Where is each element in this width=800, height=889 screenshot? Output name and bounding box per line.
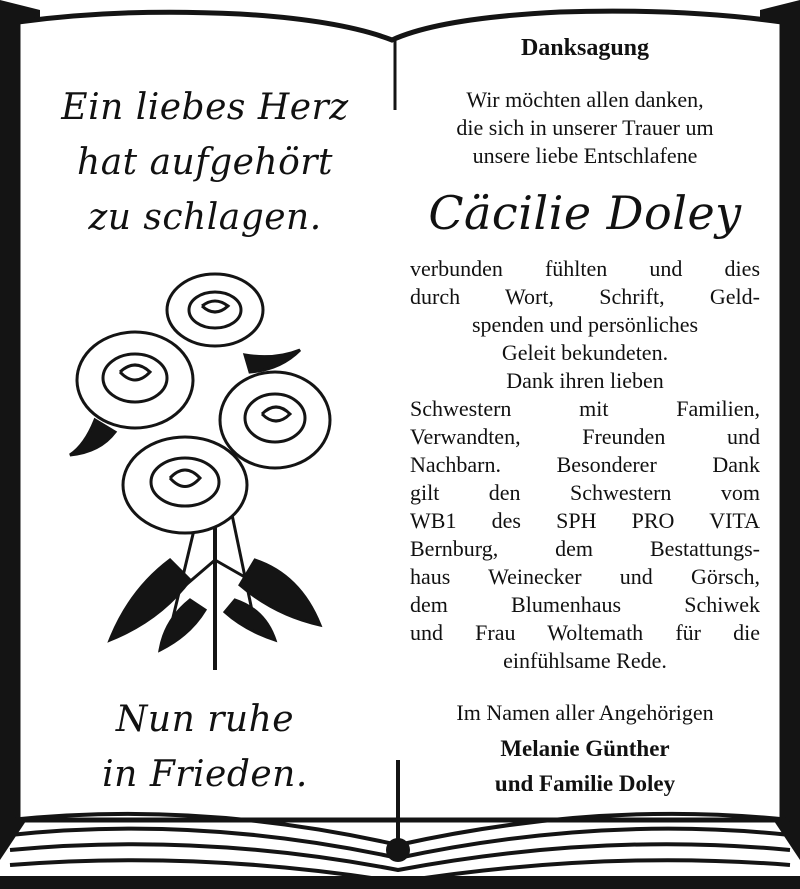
verse-line: Ein liebes Herz <box>61 87 349 128</box>
body-line: Nachbarn. Besonderer Dank <box>410 452 760 477</box>
verse-bottom <box>40 692 370 802</box>
body-line: spenden und persönliches <box>471 312 699 337</box>
body-line: Geleit bekundeten. <box>501 340 669 365</box>
body-line: WB1 des SPH PRO VITA <box>410 508 760 533</box>
body-line: Bernburg, dem Bestattungs- <box>410 536 760 561</box>
body-line: Verwandten, Freunden und <box>410 424 760 449</box>
verse-line: Nun ruhe <box>115 699 295 740</box>
body-line: Schwestern mit Familien, <box>410 396 760 421</box>
intro-line: unsere liebe Entschlafene <box>472 143 698 168</box>
body-line: dem Blumenhaus Schiwek <box>410 592 760 617</box>
signoff-text: Im Namen aller Angehörigen <box>456 700 714 725</box>
body-text <box>410 255 760 675</box>
body-line: und Frau Woltemath für die <box>410 620 760 645</box>
intro-text <box>410 86 760 170</box>
body-line: haus Weinecker und Görsch, <box>410 564 760 589</box>
body-line: durch Wort, Schrift, Geld- <box>410 284 760 309</box>
intro-line: Wir möchten allen danken, <box>466 87 704 112</box>
deceased-name: Cäcilie Doley <box>428 186 742 240</box>
verse-top <box>40 80 370 245</box>
body-line: einfühlsame Rede. <box>503 648 667 673</box>
body-line: gilt den Schwestern vom <box>410 480 760 505</box>
verse-line: in Frieden. <box>102 754 308 795</box>
verse-line: hat aufgehört <box>77 142 333 183</box>
intro-line: die sich in unserer Trauer um <box>456 115 714 140</box>
signer-line: Melanie Günther <box>500 736 670 761</box>
page-heading: Danksagung <box>520 35 650 61</box>
body-line: verbunden fühlten und dies <box>410 256 760 281</box>
body-line: Dank ihren lieben <box>506 368 664 393</box>
signer-line: und Familie Doley <box>494 771 676 796</box>
signers <box>410 731 760 801</box>
verse-line: zu schlagen. <box>88 197 322 238</box>
